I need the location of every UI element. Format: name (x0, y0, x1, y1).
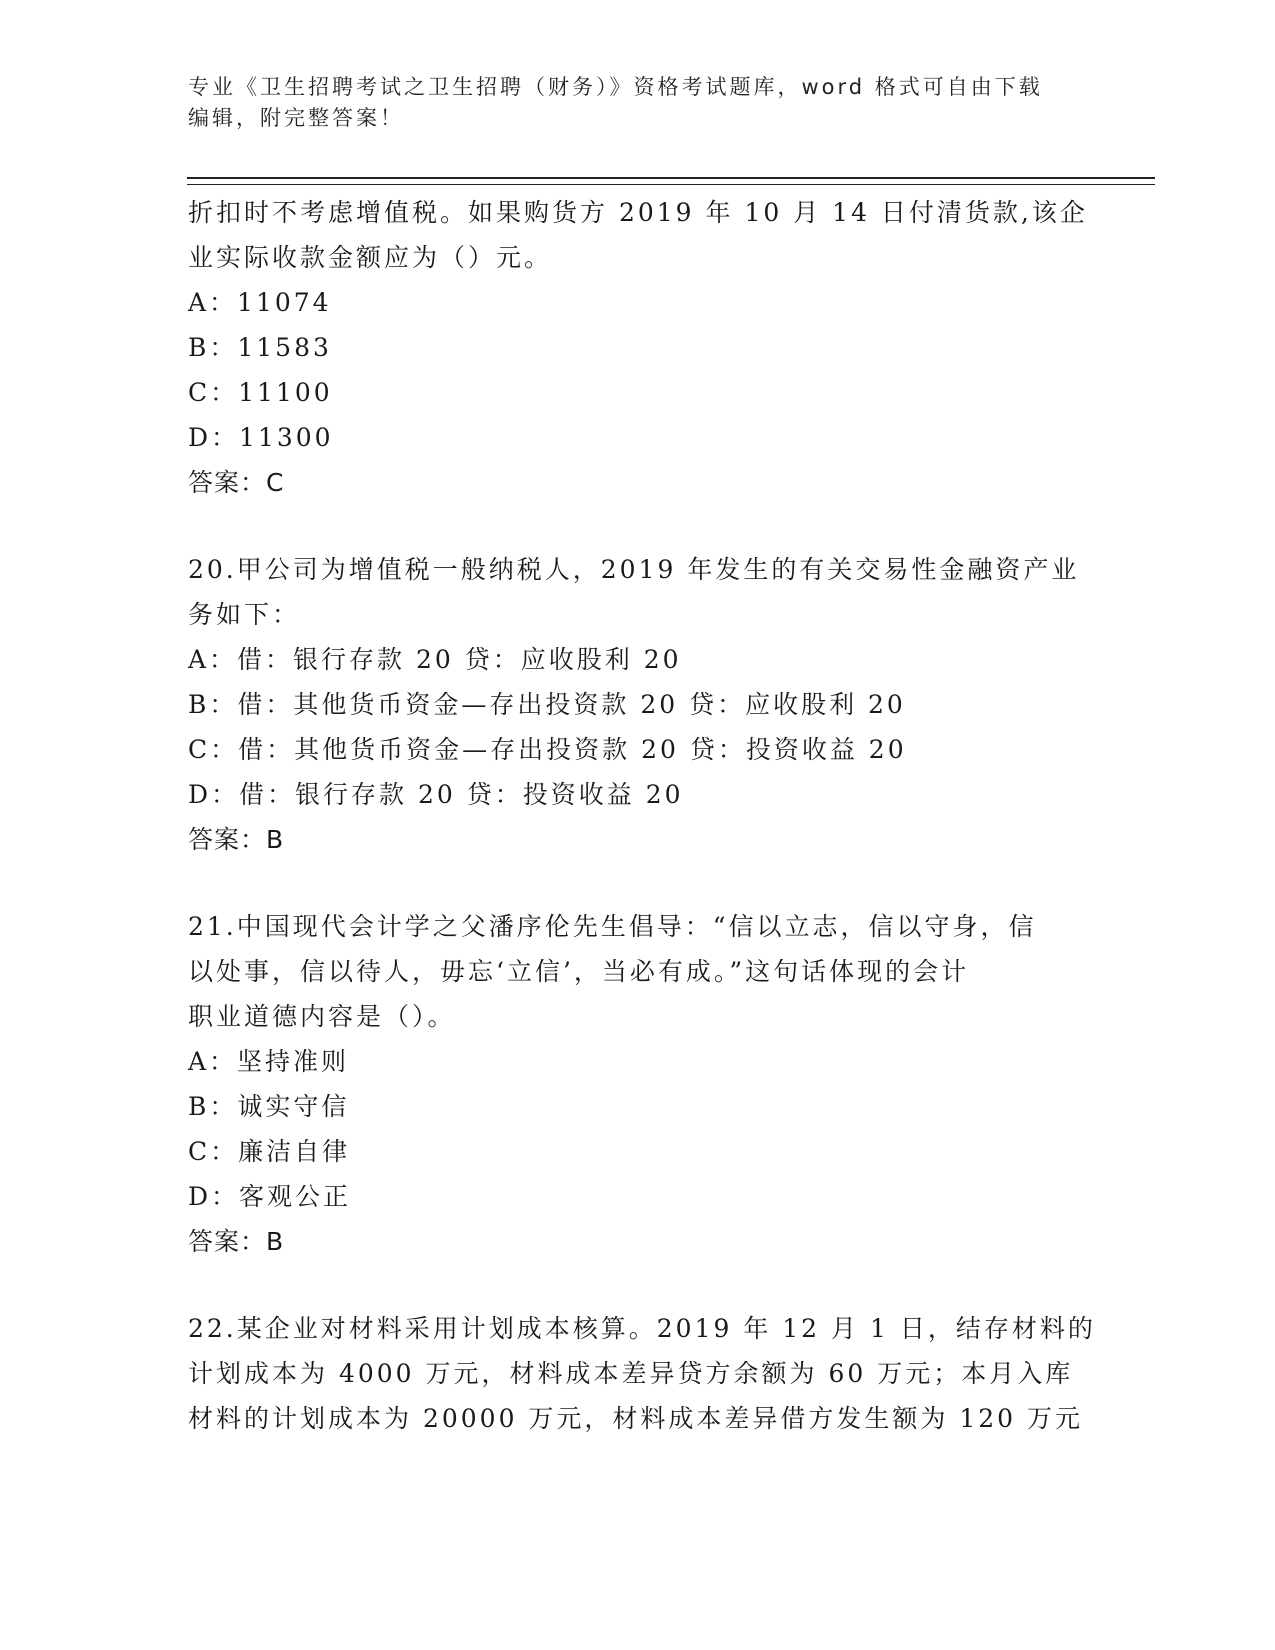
question-21 (188, 904, 1088, 1264)
document-header (188, 72, 1088, 134)
header-line-2: 编辑，附完整答案！ (188, 106, 404, 130)
question-text-line: 以处事，信以待人，毋忘‘立信’，当必有成。”这句话体现的会计 (188, 957, 970, 986)
option-d: D：客观公正 (188, 1182, 352, 1211)
option-b: B：诚实守信 (188, 1092, 350, 1121)
option-a: A：坚持准则 (188, 1047, 350, 1076)
question-text-line: 职业道德内容是（）。 (188, 1002, 456, 1031)
question-text-line: 业实际收款金额应为（）元。 (188, 243, 553, 272)
question-text-line: 20.甲公司为增值税一般纳税人，2019 年发生的有关交易性金融资产业 (188, 555, 1080, 584)
question-spacer (188, 505, 1088, 547)
question-spacer (188, 1264, 1088, 1306)
option-b: B：11583 (188, 333, 332, 362)
option-b: B：借：其他货币资金—存出投资款 20 贷：应收股利 20 (188, 690, 906, 719)
document-body (188, 190, 1096, 1441)
option-c: C：廉洁自律 (188, 1137, 351, 1166)
header-rule-thin (187, 184, 1155, 185)
option-a: A：11074 (188, 288, 332, 317)
answer: 答案：B (188, 825, 285, 854)
question-text-line: 22.某企业对材料采用计划成本核算。2019 年 12 月 1 日，结存材料的 (188, 1314, 1096, 1343)
header-rule-thick (187, 177, 1155, 179)
question-text-line: 21.中国现代会计学之父潘序伦先生倡导：“信以立志，信以守身，信 (188, 912, 1037, 941)
option-c: C：11100 (188, 378, 333, 407)
question-19 (188, 190, 1088, 505)
header-line-1: 专业《卫生招聘考试之卫生招聘（财务）》资格考试题库，word 格式可自由下载 (188, 75, 1043, 99)
question-text-line: 计划成本为 4000 万元，材料成本差异贷方余额为 60 万元；本月入库 (188, 1359, 1074, 1388)
option-d: D：借：银行存款 20 贷：投资收益 20 (188, 780, 684, 809)
question-spacer (188, 862, 1088, 904)
question-text-line: 务如下： (188, 600, 301, 629)
question-22 (188, 1306, 1096, 1441)
answer: 答案：B (188, 1227, 285, 1256)
question-text-line: 材料的计划成本为 20000 万元，材料成本差异借方发生额为 120 万元 (188, 1404, 1084, 1433)
option-a: A：借：银行存款 20 贷：应收股利 20 (188, 645, 682, 674)
question-text-line: 折扣时不考虑增值税。如果购货方 2019 年 10 月 14 日付清货款,该企 (188, 198, 1088, 227)
question-20 (188, 547, 1088, 862)
answer: 答案：C (188, 468, 285, 497)
option-d: D：11300 (188, 423, 334, 452)
option-c: C：借：其他货币资金—存出投资款 20 贷：投资收益 20 (188, 735, 907, 764)
